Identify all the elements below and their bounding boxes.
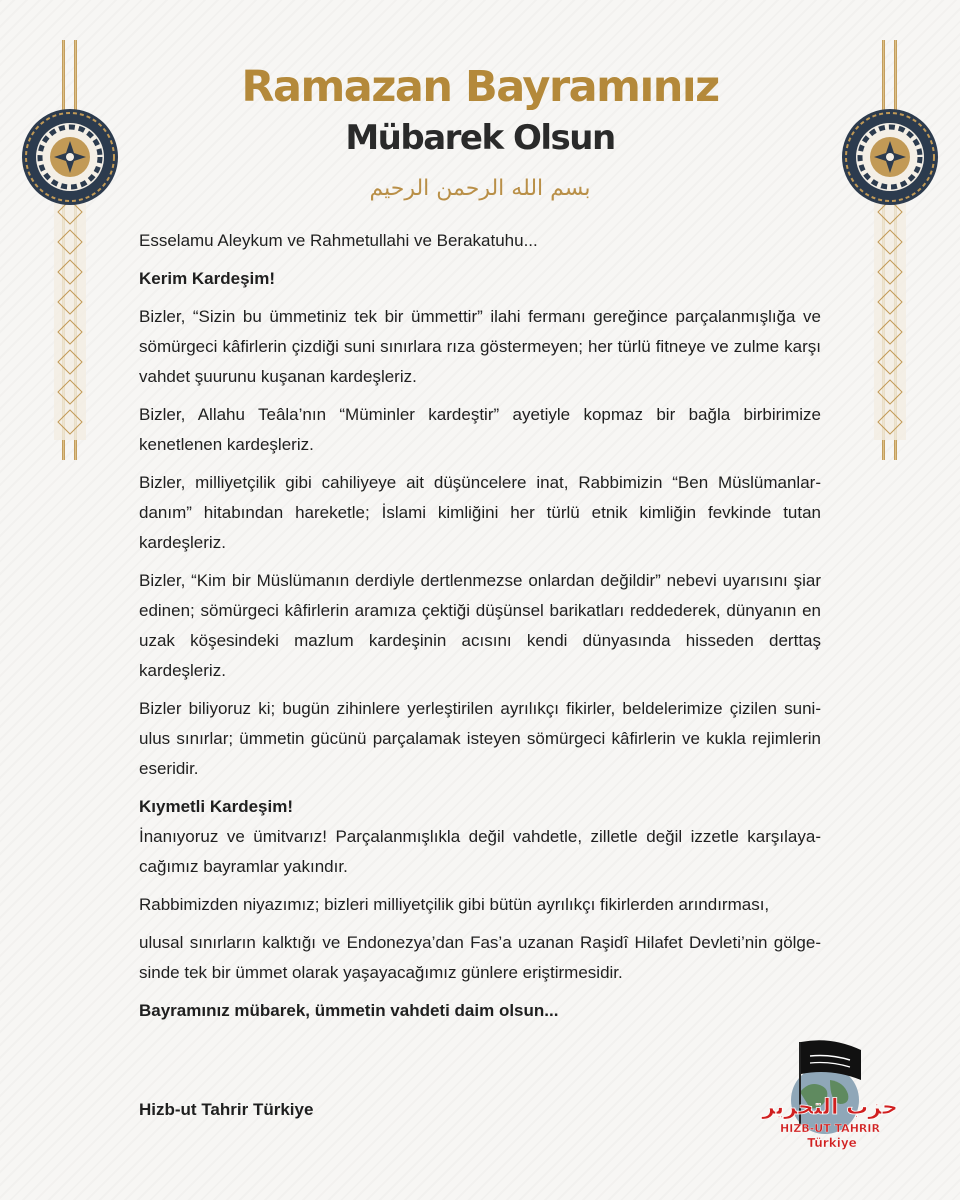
logo-arabic-text: حزب التحرير xyxy=(762,1095,898,1120)
paragraph: İnanıyoruz ve ümitvarız! Parçalanmışlıkla değil vahdetle, zilletle değil izzetle karşılaya-cağımız bayramlar yakındır. xyxy=(139,827,821,876)
closing-line: Bayramınız mübarek, ümmetin vahdeti daim olsun... xyxy=(139,1001,559,1020)
page-subtitle: Mübarek Olsun xyxy=(345,118,615,158)
paragraph: Rabbimizden niyazımız; bizleri milliyetçilik gibi bütün ayrılıkçı fikirlerden arındırması, xyxy=(139,895,770,914)
salutation: Kıymetli Kardeşim! xyxy=(139,797,293,816)
logo-country-text: Türkiye xyxy=(807,1136,857,1150)
paragraph: Bizler biliyoruz ki; bugün zihinlere yerleştirilen ayrılıkçı fikirler, beldelerimize çizilen suni-ulus sınırlar; ümmetin gücünü parçalamak isteyen sömürgeci kâfirlerin ve kukla rejimlerin eseridir. xyxy=(139,699,821,778)
paragraph: Bizler, Allahu Teâla’nın “Müminler kardeştir” ayetiyle kopmaz bir bağla birbirimize kenetlenen kardeşleriz. xyxy=(139,405,821,454)
page-title: Ramazan Bayramınız xyxy=(241,62,719,112)
paragraph: Bizler, milliyetçilik gibi cahiliyeye ait düşüncelere inat, Rabbimizin “Ben Müslümanlar-danım” hitabından hareketle; İslami kimliğini her türlü etnik kimliğin fevkinde tutan kardeşleriz. xyxy=(139,473,821,552)
basmala-calligraphy: بسم الله الرحمن الرحيم xyxy=(369,176,591,201)
letter-body xyxy=(139,226,821,1034)
paragraph: ulusal sınırların kalktığı ve Endonezya’dan Fas’a uzanan Raşidî Hilafet Devleti’nin gölge-sinde tek bir ümmet olarak yaşayacağımız günlere eriştirmesidir. xyxy=(139,933,821,982)
signature: Hizb-ut Tahrir Türkiye xyxy=(139,1100,314,1119)
hizb-ut-tahrir-logo xyxy=(762,1030,898,1170)
salutation: Kerim Kardeşim! xyxy=(139,269,276,288)
paragraph: Bizler, “Kim bir Müslümanın derdiyle dertlenmezse onlardan değildir” nebevi uyarısını şiar edinen; sömürgeci kâfirlerin aramıza çektiği düşünsel barikatları reddederek, dünyanın en uzak köşesindeki mazlum kardeşinin acısını kendi dünyasında hisseden derttaş kardeşleriz. xyxy=(139,571,821,680)
greeting: Esselamu Aleykum ve Rahmetullahi ve Berakatuhu... xyxy=(139,231,538,250)
logo-latin-text: HIZB-UT TAHRIR xyxy=(780,1122,880,1135)
paragraph: Bizler, “Sizin bu ümmetiniz tek bir ümmettir” ilahi fermanı gereğince parçalanmışlığa ve sömürgeci kâfirlerin çizdiği suni sınırlara rıza göstermeyen; her türlü fitneye ve zulme karşı vahdet şuurunu kuşanan kardeşleriz. xyxy=(139,307,821,386)
